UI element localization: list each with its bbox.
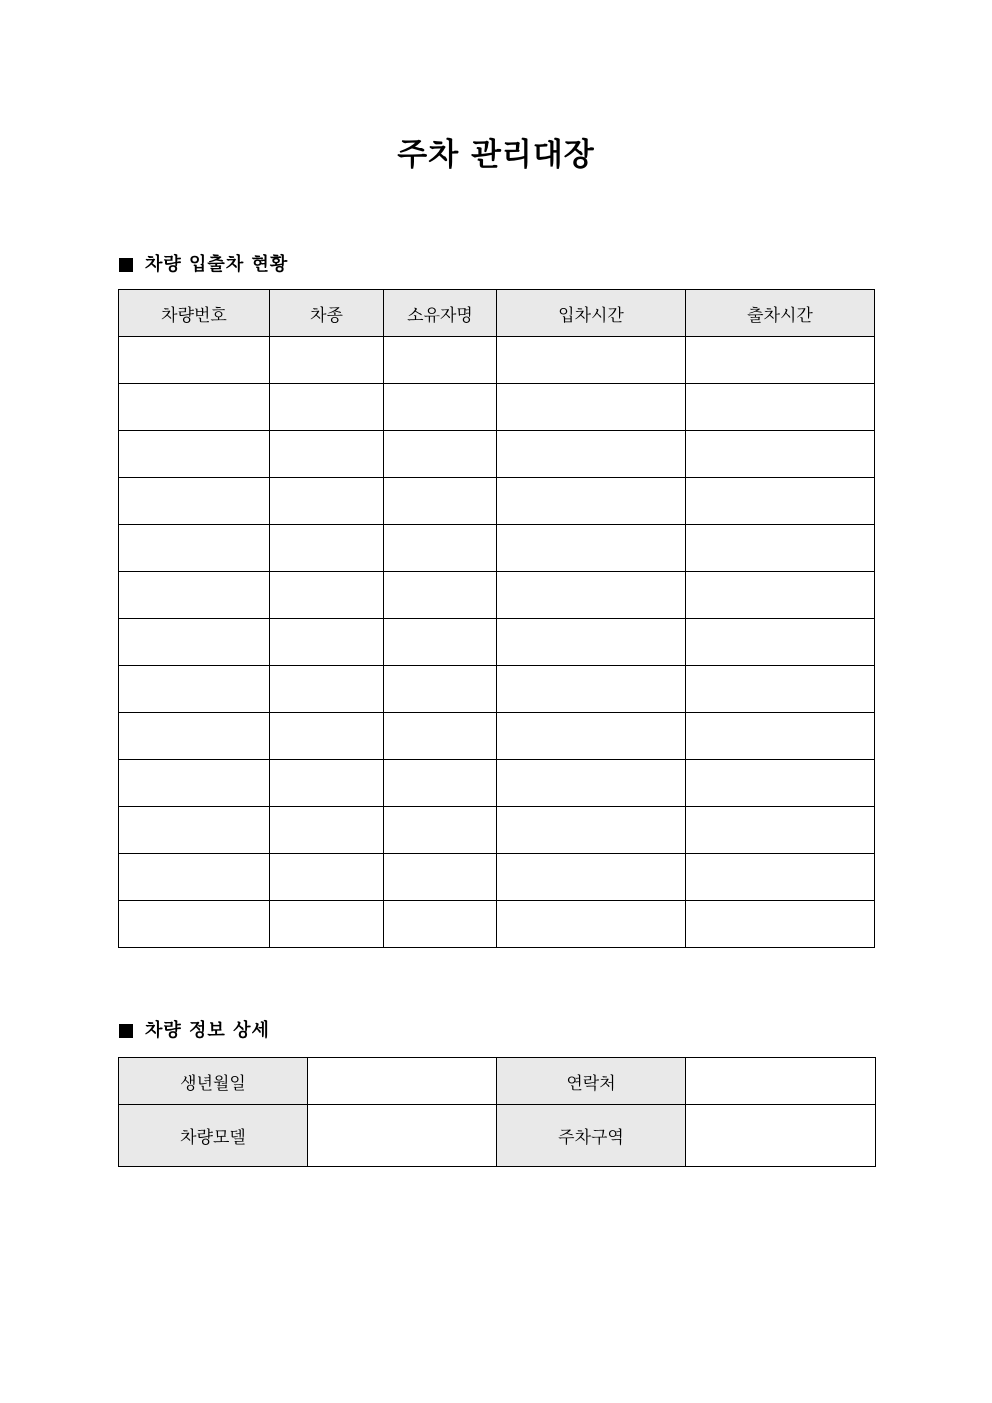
column-header-exit-time: 출차시간 [686,290,875,337]
cell-owner-name[interactable] [384,901,497,948]
square-bullet-icon [119,1024,133,1038]
cell-exit-time[interactable] [686,901,875,948]
column-header-owner-name: 소유자명 [384,290,497,337]
square-bullet-icon [119,258,133,272]
cell-plate-number[interactable] [119,807,270,854]
cell-entry-time[interactable] [497,525,686,572]
cell-exit-time[interactable] [686,572,875,619]
vehicle-detail-table [118,1057,876,1167]
table-row [119,337,875,384]
table-row [119,901,875,948]
cell-entry-time[interactable] [497,478,686,525]
cell-plate-number[interactable] [119,525,270,572]
cell-vehicle-type[interactable] [270,713,384,760]
cell-vehicle-type[interactable] [270,384,384,431]
cell-vehicle-type[interactable] [270,337,384,384]
cell-owner-name[interactable] [384,337,497,384]
cell-vehicle-type[interactable] [270,572,384,619]
table-row [119,619,875,666]
cell-entry-time[interactable] [497,572,686,619]
cell-owner-name[interactable] [384,525,497,572]
cell-entry-time[interactable] [497,384,686,431]
table-row [119,807,875,854]
cell-entry-time[interactable] [497,807,686,854]
column-header-vehicle-type: 차종 [270,290,384,337]
cell-entry-time[interactable] [497,713,686,760]
cell-owner-name[interactable] [384,760,497,807]
cell-entry-time[interactable] [497,666,686,713]
table-row [119,760,875,807]
cell-exit-time[interactable] [686,807,875,854]
cell-exit-time[interactable] [686,854,875,901]
cell-plate-number[interactable] [119,478,270,525]
field-value-parking-zone[interactable] [686,1105,876,1167]
cell-vehicle-type[interactable] [270,760,384,807]
cell-vehicle-type[interactable] [270,666,384,713]
table-row [119,478,875,525]
cell-vehicle-type[interactable] [270,525,384,572]
cell-vehicle-type[interactable] [270,854,384,901]
cell-exit-time[interactable] [686,337,875,384]
cell-vehicle-type[interactable] [270,901,384,948]
field-label-contact: 연락처 [497,1058,686,1105]
cell-owner-name[interactable] [384,384,497,431]
field-value-birthdate[interactable] [308,1058,497,1105]
table-row [119,384,875,431]
cell-owner-name[interactable] [384,478,497,525]
cell-exit-time[interactable] [686,666,875,713]
cell-owner-name[interactable] [384,854,497,901]
column-header-entry-time: 입차시간 [497,290,686,337]
cell-owner-name[interactable] [384,666,497,713]
cell-plate-number[interactable] [119,901,270,948]
cell-plate-number[interactable] [119,666,270,713]
section-heading-detail [119,1019,270,1043]
field-value-contact[interactable] [686,1058,876,1105]
cell-owner-name[interactable] [384,572,497,619]
cell-owner-name[interactable] [384,431,497,478]
cell-exit-time[interactable] [686,525,875,572]
cell-entry-time[interactable] [497,337,686,384]
cell-plate-number[interactable] [119,760,270,807]
cell-exit-time[interactable] [686,384,875,431]
cell-plate-number[interactable] [119,854,270,901]
table-row [119,713,875,760]
table-row [119,666,875,713]
cell-entry-time[interactable] [497,854,686,901]
cell-exit-time[interactable] [686,619,875,666]
column-header-plate-number: 차량번호 [119,290,270,337]
section-heading-label: 차량 정보 상세 [145,1020,270,1041]
cell-vehicle-type[interactable] [270,807,384,854]
cell-entry-time[interactable] [497,431,686,478]
cell-plate-number[interactable] [119,384,270,431]
table-row [119,1105,876,1167]
cell-owner-name[interactable] [384,619,497,666]
cell-plate-number[interactable] [119,572,270,619]
cell-exit-time[interactable] [686,431,875,478]
cell-exit-time[interactable] [686,478,875,525]
cell-entry-time[interactable] [497,760,686,807]
cell-owner-name[interactable] [384,713,497,760]
field-label-birthdate: 생년월일 [119,1058,308,1105]
cell-plate-number[interactable] [119,337,270,384]
field-label-parking-zone: 주차구역 [497,1105,686,1167]
table-row [119,1058,876,1105]
parking-status-table [118,289,875,948]
field-label-vehicle-model: 차량모델 [119,1105,308,1167]
cell-entry-time[interactable] [497,901,686,948]
table-row [119,854,875,901]
table-row [119,572,875,619]
cell-vehicle-type[interactable] [270,619,384,666]
table-row [119,431,875,478]
table-header-row [119,290,875,337]
cell-plate-number[interactable] [119,431,270,478]
table-row [119,525,875,572]
cell-exit-time[interactable] [686,713,875,760]
page-title: 주차 관리대장 [397,137,595,173]
cell-owner-name[interactable] [384,807,497,854]
cell-vehicle-type[interactable] [270,431,384,478]
section-heading-status [119,253,288,277]
section-heading-label: 차량 입출차 현황 [145,254,289,275]
cell-plate-number[interactable] [119,713,270,760]
field-value-vehicle-model[interactable] [308,1105,497,1167]
cell-plate-number[interactable] [119,619,270,666]
cell-vehicle-type[interactable] [270,478,384,525]
cell-exit-time[interactable] [686,760,875,807]
cell-entry-time[interactable] [497,619,686,666]
